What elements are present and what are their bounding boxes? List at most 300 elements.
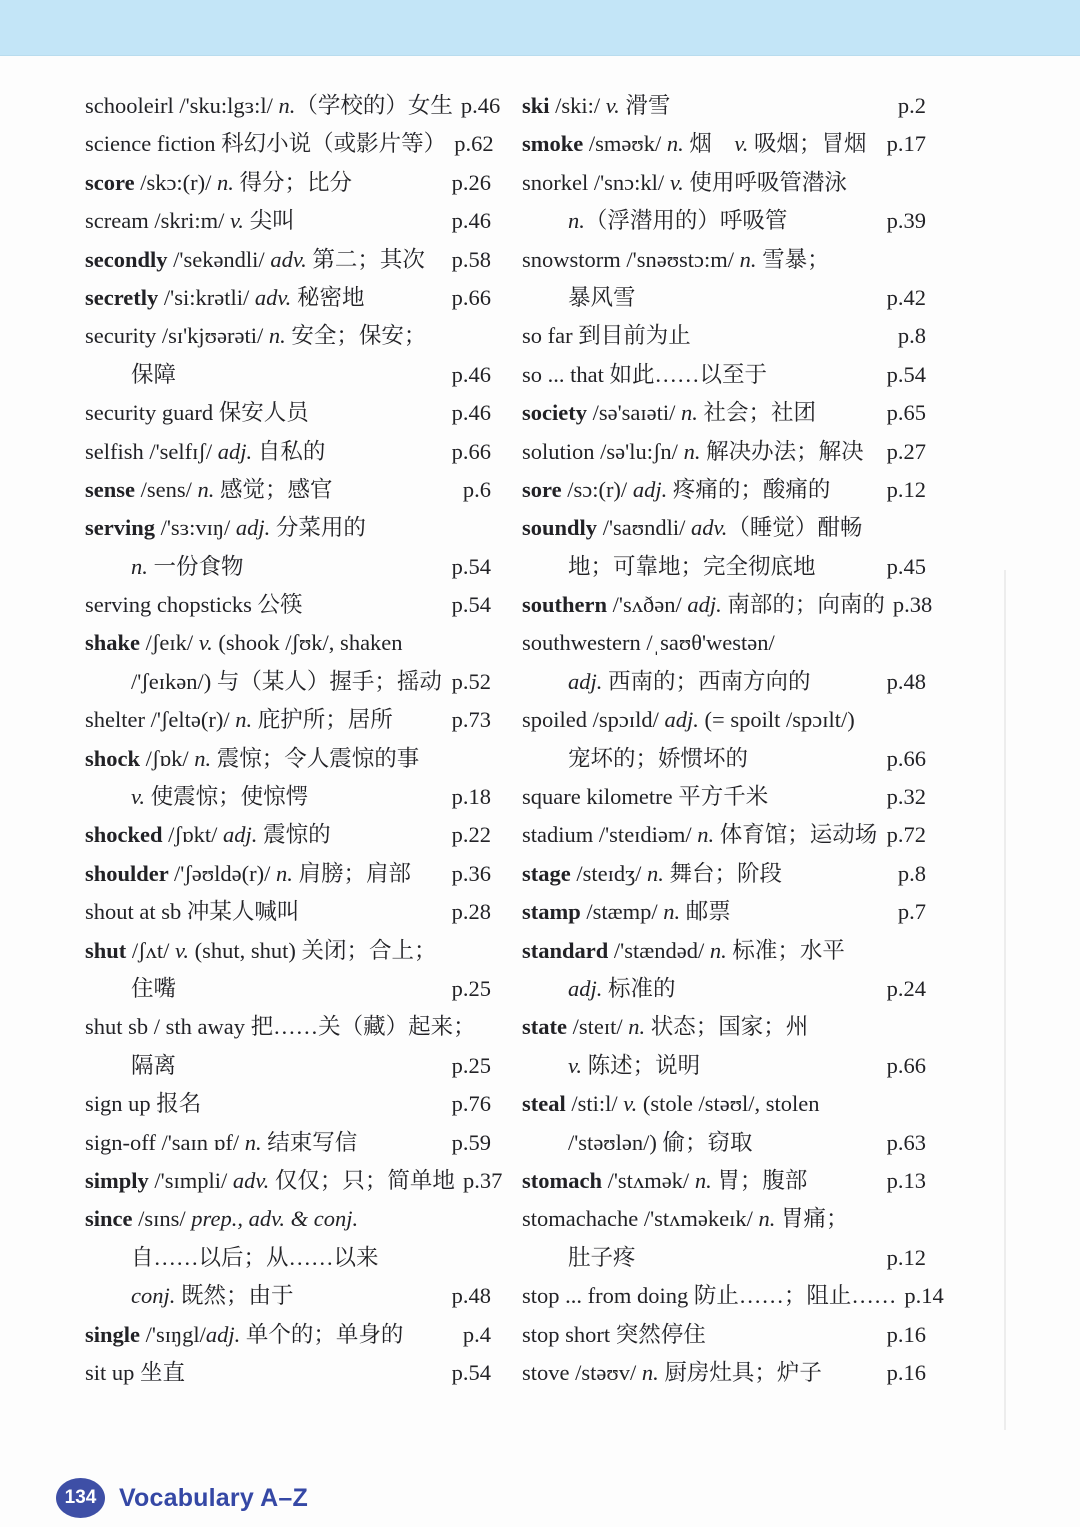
headword: sense [85,476,141,502]
vocab-column-left [85,88,503,1393]
entry-segment: shelter [85,707,151,733]
part-of-speech: adj. [205,1321,241,1347]
entry-segment: 雪暴； [756,246,830,272]
page-ref: p.45 [886,553,926,579]
entry-text [85,434,325,470]
entry-segment: /'sku:lgɜ:l/ [179,93,279,118]
entry-segment: 胃痛； [775,1206,849,1232]
entry-text [85,1163,455,1199]
part-of-speech: n. [278,93,296,118]
headword: shock [85,745,146,771]
vocab-line [85,280,491,318]
page-ref: p.39 [886,208,926,234]
entry-segment: /'selfɪʃ/ [149,438,218,464]
entry-segment: 肩膀；肩部 [292,860,411,886]
entry-segment: 解决办法；解决 [700,438,864,464]
vocab-line [522,702,926,740]
vocab-line [85,1317,491,1355]
entry-segment: 得分；比分 [233,169,353,195]
page-footer [56,1477,308,1519]
entry-text [522,280,636,316]
vocab-line [85,894,491,932]
entry-text [85,779,308,815]
headword: steal [522,1091,572,1117]
entry-segment: 宠坏的；娇惯坏的 [568,745,749,771]
entry-segment: snorkel [522,169,594,195]
page-ref: p.27 [886,438,926,464]
part-of-speech: n. [666,131,684,157]
part-of-speech: n. [268,323,286,349]
vocab-line [85,1086,491,1124]
vocab-line [522,510,926,548]
vocab-line [85,395,491,433]
entry-segment: /'snɔ:kl/ [593,169,670,195]
entry-text [522,1240,636,1276]
entry-segment: /skɔ:(r)/ [140,169,218,195]
headword: simply [85,1167,155,1193]
entry-text [85,817,331,853]
vocab-line [522,165,926,203]
vocab-line [522,625,926,663]
entry-text [522,434,864,470]
part-of-speech: n. [641,1359,659,1385]
entry-segment: 肚子疼 [568,1244,636,1270]
entry-segment: /steɪt/ [572,1014,629,1040]
headword: standard [522,937,614,963]
vocab-line [522,1048,926,1086]
entry-segment: /'saɪn ɒf/ [161,1129,245,1155]
part-of-speech: n. [197,476,215,502]
entry-segment: 单个的；单身的 [240,1321,404,1347]
part-of-speech: adj. [217,438,253,464]
headword: single [85,1321,146,1347]
entry-text [522,1086,820,1122]
entry-text [522,357,767,393]
part-of-speech: adv. [254,284,292,310]
page-ref: p.66 [886,1052,926,1078]
entry-segment: (shut, shut) 关闭；合上； [188,937,437,963]
headword: shake [85,630,146,656]
vocab-line [85,242,491,280]
vocab-line [522,88,926,126]
entry-segment: /'ʃeltə(r)/ [150,707,236,733]
entry-segment: 胃；腹部 [711,1167,808,1193]
page-ref: p.17 [886,131,926,157]
page-ref: p.63 [886,1129,926,1155]
entry-segment: /ʃʌt/ [131,937,176,963]
headword: ski [522,93,556,118]
part-of-speech: adv. [270,246,307,272]
entry-text [85,971,176,1007]
entry-segment: shut sb / sth away 把……关（藏）起来； [85,1014,476,1040]
page-ref: p.76 [451,1091,491,1117]
part-of-speech: n. [628,1014,646,1040]
page-ref: p.65 [886,400,926,426]
page-ref: p.66 [451,284,491,310]
vocab-line [85,971,491,1009]
entry-segment: （学校的）女生 [295,93,453,118]
vocab-line [522,856,926,894]
page-ref: p.37 [462,1167,503,1193]
entry-segment: 使震惊；使惊愕 [144,784,309,810]
entry-text [522,1125,753,1161]
vocab-line [522,1240,926,1278]
entry-segment: /sens/ [140,476,198,502]
vocab-line [85,1009,491,1047]
vocab-line [522,664,926,702]
entry-text [522,1355,822,1391]
headword: score [85,169,141,195]
vocab-line [522,933,926,971]
entry-text [85,933,437,969]
entry-segment: /'stəʊlən/) 偷；窃取 [568,1129,753,1155]
page-ref: p.52 [451,668,491,694]
entry-segment: 保障 [131,361,177,387]
entry-segment: /'ʃeɪkən/) 与（某人）握手；摇动 [131,668,442,694]
entry-text [522,1048,700,1084]
vocab-line [522,1009,926,1047]
entry-segment: /sti:l/ [571,1091,624,1117]
entry-segment: /'steɪdiəm/ [598,822,698,848]
entry-text [522,702,855,738]
entry-text [85,856,411,892]
entry-segment: so ... that 如此……以至于 [522,361,767,387]
vocab-line [522,434,926,472]
page-number-badge: 134 [56,1478,105,1518]
headword: state [522,1014,573,1040]
vocab-line [522,126,926,164]
vocab-line [85,587,491,625]
entry-text [85,587,302,623]
vocab-line [85,856,491,894]
vocab-line [522,395,926,433]
page-ref: p.28 [451,899,491,925]
entry-segment: 既然；由于 [175,1283,294,1309]
part-of-speech: n. [235,707,253,733]
entry-segment: 烟 [683,131,735,157]
part-of-speech: n. [697,822,715,848]
vocab-line [85,664,491,702]
headword: smoke [522,131,589,157]
entry-segment: sign up 报名 [85,1091,202,1117]
entry-segment: /sɪns/ [138,1206,192,1232]
entry-segment: /'sʌðən/ [612,592,688,618]
entry-segment: /skri:m/ [154,208,230,234]
part-of-speech: v. [734,131,749,157]
page-edge-line [1004,570,1006,1430]
entry-segment: 地；可靠地；完全彻底地 [568,553,816,579]
part-of-speech: n. [194,745,212,771]
part-of-speech: n. [568,208,585,234]
entry-text [85,126,446,162]
part-of-speech: prep., adv. & conj. [191,1206,359,1232]
entry-segment: /sə'lu:ʃn/ [600,438,684,464]
vocab-line [522,357,926,395]
vocab-line [85,1201,491,1239]
part-of-speech: v. [669,169,684,195]
entry-segment: snowstorm [522,246,627,272]
part-of-speech: n. [681,400,698,426]
entry-segment: so far 到目前为止 [522,323,691,349]
page-ref: p.4 [462,1321,491,1347]
entry-text [85,242,425,278]
part-of-speech: adj. [687,592,722,618]
entry-text [522,587,885,623]
entry-text [522,779,768,815]
entry-segment: /ski:/ [555,93,606,118]
headword: shocked [85,822,169,848]
entry-segment: stove [522,1359,576,1385]
headword: secretly [85,284,164,310]
part-of-speech: v. [623,1091,638,1117]
page-ref: p.12 [886,476,926,502]
headword: stamp [522,899,587,925]
vocab-line [522,1125,926,1163]
entry-text [522,165,847,201]
part-of-speech: v. [568,1052,582,1078]
entry-segment: stop ... from doing 防止……；阻止…… [522,1283,897,1309]
entry-text [85,1240,379,1276]
vocab-line [85,318,491,356]
entry-segment: /sə'saɪəti/ [592,400,682,426]
page-ref: p.8 [897,323,926,349]
entry-text [522,971,676,1007]
part-of-speech: n. [244,1129,262,1155]
page-ref: p.25 [451,1052,491,1078]
entry-segment: 隔离 [131,1052,177,1078]
page-ref: p.46 [451,208,491,234]
vocab-line [522,280,926,318]
vocab-line [522,203,926,241]
entry-segment: stadium [522,822,599,848]
vocab-line [522,587,933,625]
part-of-speech: v. [131,784,145,810]
entry-segment: /ʃɒk/ [145,745,195,771]
vocab-line [85,779,491,817]
entry-segment: /'snəʊstɔ:m/ [626,246,740,272]
entry-segment: (= spoilt /spɔɪlt/) [698,707,855,733]
vocab-line [85,1355,491,1393]
entry-text [85,1278,294,1314]
entry-text [85,549,244,585]
part-of-speech: n. [739,246,757,272]
entry-segment: shout at sb 冲某人喊叫 [85,899,300,925]
entry-segment: /'sekəndli/ [173,246,271,272]
entry-text [85,1086,201,1122]
page-ref: p.48 [451,1283,491,1309]
entry-segment: 震惊；令人震惊的事 [211,745,420,771]
page-ref: p.66 [886,745,926,771]
part-of-speech: adj. [223,822,258,848]
headword: shoulder [85,860,174,886]
entry-segment: selfish [85,438,150,464]
entry-segment: science fiction 科幻小说（或影片等） [85,131,447,157]
part-of-speech: n. [758,1206,776,1232]
part-of-speech: adj. [235,515,271,541]
entry-text [522,126,866,162]
entry-segment: stop short 突然停住 [522,1321,706,1347]
vocab-line [85,510,491,548]
entry-text [522,318,691,354]
headword: secondly [85,246,174,272]
page-ref: p.7 [897,899,926,925]
vocab-line [522,779,926,817]
part-of-speech: v. [605,93,620,118]
entry-segment: 秘密地 [291,284,365,310]
entry-segment: 第二；其次 [306,246,425,272]
entry-text [85,165,352,201]
entry-text [85,318,426,354]
entry-segment: 南部的；向南的 [721,592,885,618]
entry-segment: /stæmp/ [586,899,664,925]
vocab-line [85,549,491,587]
part-of-speech: n. [683,438,701,464]
entry-segment: 一份食物 [147,553,244,579]
vocab-line [85,88,501,126]
entry-segment: (stole /stəʊl/, stolen [637,1091,820,1117]
page-ref: p.46 [451,361,491,387]
page-ref: p.25 [451,975,491,1001]
part-of-speech: v. [198,630,213,656]
entry-segment: 舞台；阶段 [663,860,782,886]
entry-text [85,1009,476,1045]
entry-text [85,1317,403,1353]
headword: serving [85,515,161,541]
entry-segment: 厨房灶具；炉子 [658,1359,822,1385]
page-ref: p.59 [451,1129,491,1155]
entry-segment: /steɪdʒ/ [576,860,647,886]
vocab-line [85,625,491,663]
entry-segment: 西南的；西南方向的 [602,668,811,694]
part-of-speech: adj. [568,668,603,694]
entry-text [85,510,366,546]
entry-text [85,1125,357,1161]
vocab-line [522,318,926,356]
entry-segment: sign-off [85,1129,162,1155]
entry-text [85,1201,358,1237]
vocab-column-right [522,88,944,1393]
headword: sore [522,476,568,502]
vocab-line [85,817,491,855]
page-ref: p.24 [886,975,926,1001]
part-of-speech: adv. [690,515,728,541]
entry-text [522,510,862,546]
entry-text [522,88,670,124]
page-ref: p.58 [451,246,491,272]
entry-text [85,894,299,930]
entry-segment: sit up 坐直 [85,1359,186,1385]
entry-segment: 邮票 [680,899,731,925]
entry-segment: /ˌsaʊθ'westən/ [646,630,775,656]
page-ref: p.18 [451,784,491,810]
entry-text [522,203,787,239]
headword: stage [522,860,577,886]
entry-segment: scream [85,208,155,234]
entry-segment: (shook /ʃʊk/, shaken [212,630,403,656]
entry-segment: security [85,323,162,349]
entry-segment: 暴风雪 [568,284,636,310]
entry-text [522,817,877,853]
entry-text [522,933,845,969]
vocab-line [85,472,491,510]
page-ref: p.54 [451,1359,491,1385]
entry-segment: /'sɪmpli/ [154,1167,233,1193]
page-ref: p.26 [451,169,491,195]
part-of-speech: v. [175,937,189,963]
part-of-speech: adj. [664,707,699,733]
header-band [0,0,1080,56]
entry-segment: security guard 保安人员 [85,400,309,426]
page-ref: p.72 [886,822,926,848]
vocab-line [85,1163,503,1201]
entry-segment: /'si:krətli/ [163,284,255,310]
page-ref: p.8 [897,860,926,886]
entry-segment: /sməʊk/ [588,131,667,157]
page-ref: p.22 [451,822,491,848]
entry-text [85,1355,185,1391]
entry-text [85,702,393,738]
page-ref: p.13 [886,1167,926,1193]
page-ref: p.62 [454,131,494,157]
entry-segment: 状态；国家；州 [645,1014,809,1040]
entry-segment: 标准的 [602,975,676,1001]
entry-segment: southwestern [522,630,647,656]
part-of-speech: adj. [568,975,603,1001]
vocab-line [85,1048,491,1086]
entry-text [85,203,295,239]
entry-text [85,395,309,431]
entry-segment: 分菜用的 [270,515,366,541]
page-ref: p.14 [904,1283,944,1309]
entry-segment: 感觉；感官 [214,476,333,502]
page-ref: p.6 [462,476,491,502]
page-ref: p.42 [886,284,926,310]
entry-segment: （睡觉）酣畅 [727,515,863,541]
entry-segment: 尖叫 [243,208,295,234]
entry-text [522,242,830,278]
vocab-line [522,242,926,280]
headword: society [522,400,593,426]
vocab-line [85,741,491,779]
entry-text [522,549,816,585]
entry-segment: square kilometre 平方千米 [522,784,769,810]
entry-text [522,1163,807,1199]
entry-segment: 标准；水平 [726,937,845,963]
vocab-line [522,472,926,510]
part-of-speech: n. [275,860,293,886]
entry-text [85,664,442,700]
vocab-line [85,1240,491,1278]
headword: since [85,1206,139,1232]
vocab-line [522,817,926,855]
entry-text [522,856,782,892]
vocab-line [522,549,926,587]
page-ref: p.54 [886,361,926,387]
headword: shut [85,937,132,963]
entry-text [522,664,811,700]
vocab-line [85,1278,491,1316]
page-ref: p.73 [451,707,491,733]
vocab-line [522,1201,926,1239]
entry-text [522,1317,706,1353]
vocab-line [522,1086,926,1124]
entry-segment: /'stændəd/ [613,937,710,963]
entry-segment: 住嘴 [131,975,177,1001]
vocab-line [85,126,494,164]
entry-segment: serving chopsticks 公筷 [85,592,303,618]
entry-text [522,472,830,508]
entry-segment: /'sɪŋgl/ [145,1321,206,1347]
